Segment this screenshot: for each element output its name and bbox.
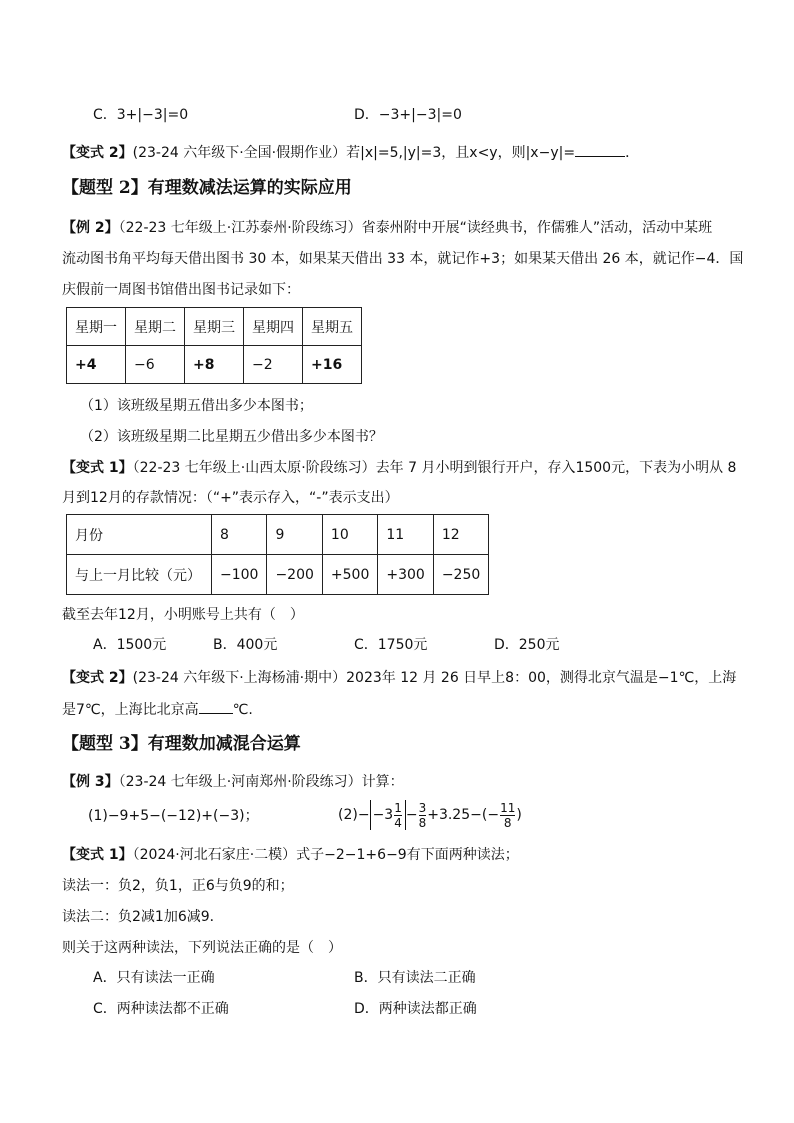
table-cell: +300 bbox=[378, 555, 433, 595]
absolute-value bbox=[370, 800, 406, 830]
table-cell: −2 bbox=[244, 346, 303, 384]
table-cell: +500 bbox=[322, 555, 377, 595]
text: 是7℃，上海比北京高 bbox=[62, 702, 199, 718]
numerator: 3 bbox=[418, 800, 427, 815]
variant2-question: 【变式 2】(23-24 六年级下·全国·假期作业）若|x|=5,|y|=3，且x<y，则|x−y|= ． bbox=[62, 142, 639, 163]
source: （23-24 七年级上·河南郑州·阶段练习） bbox=[118, 774, 362, 790]
example2-line2: 流动图书角平均每天借出图书 30 本，如果某天借出 33 本，就记作+3；如果某天借出 26 本，就记作−4．国 bbox=[62, 251, 744, 267]
table-cell: −100 bbox=[212, 555, 267, 595]
table-cell: +16 bbox=[303, 346, 362, 384]
answer-blank bbox=[199, 699, 233, 714]
text: − bbox=[405, 807, 418, 823]
section-heading-3: 【题型 3】有理数加减混合运算 bbox=[62, 734, 301, 754]
text: −3 bbox=[372, 807, 394, 823]
numerator: 1 bbox=[394, 800, 402, 815]
text: 去年 7 月小明到银行开户，存入1500元，下表为小明从 8 bbox=[375, 460, 737, 476]
variant-tag: 【变式 1】 bbox=[62, 847, 133, 863]
text: (− bbox=[481, 807, 500, 823]
table-header: 星期三 bbox=[185, 308, 244, 346]
variant-tag: 【变式 2】 bbox=[62, 145, 133, 161]
table-cell: −6 bbox=[126, 346, 185, 384]
table-cell: −200 bbox=[267, 555, 322, 595]
text: (2)− bbox=[338, 807, 370, 823]
option-c: C．1750元 bbox=[354, 637, 428, 653]
table-row-label: 与上一月比较（元） bbox=[67, 555, 212, 595]
table-header: 星期一 bbox=[67, 308, 126, 346]
text: ℃. bbox=[232, 702, 253, 718]
answer-blank bbox=[575, 142, 625, 157]
table-header: 星期五 bbox=[303, 308, 362, 346]
reading-2: 读法二：负2减1加6减9． bbox=[62, 909, 224, 925]
variant1-line2: 月到12月的存款情况：（“+”表示存入，“-”表示支出） bbox=[62, 490, 399, 506]
denominator: 8 bbox=[418, 815, 427, 830]
example2-q1: （1）该班级星期五借出多少本图书； bbox=[80, 398, 313, 414]
source: （22-23 七年级上·江苏泰州·阶段练习） bbox=[118, 220, 362, 236]
example2-line1 bbox=[62, 218, 712, 238]
option-d: D．−3+|−3|=0 bbox=[354, 107, 462, 123]
denominator: 4 bbox=[394, 815, 402, 830]
table-cell: 8 bbox=[212, 515, 267, 555]
text: 式子−2−1+6−9有下面两种读法； bbox=[296, 847, 519, 863]
option-a: A．只有读法一正确 bbox=[93, 970, 215, 986]
table-cell: 12 bbox=[433, 515, 488, 555]
library-table bbox=[66, 307, 362, 384]
variant2b-line2 bbox=[62, 699, 253, 720]
table-header: 星期二 bbox=[126, 308, 185, 346]
table-row-label: 月份 bbox=[67, 515, 212, 555]
option-c: C．两种读法都不正确 bbox=[93, 1001, 229, 1017]
text: 2023年 12 月 26 日早上8：00，测得北京气温是−1℃，上海 bbox=[346, 670, 737, 686]
text: 计算： bbox=[361, 774, 404, 790]
variant1-question: 截至去年12月，小明账号上共有（ ） bbox=[62, 607, 304, 623]
table-header: 星期四 bbox=[244, 308, 303, 346]
text: 省泰州附中开展“读经典书，作儒雅人”活动，活动中某班 bbox=[361, 220, 713, 236]
fraction bbox=[500, 801, 515, 830]
option-b: B．只有读法二正确 bbox=[354, 970, 476, 986]
example2-line3: 庆假前一周图书馆借出图书记录如下： bbox=[62, 282, 300, 298]
source: (23-24 六年级下·上海杨浦·期中） bbox=[132, 670, 347, 686]
denominator: 8 bbox=[503, 815, 512, 830]
table-cell: 11 bbox=[378, 515, 433, 555]
variant1-line1 bbox=[62, 458, 736, 478]
option-d: D．250元 bbox=[494, 637, 560, 653]
example3-part1: (1)−9+5−(−12)+(−3)； bbox=[88, 808, 259, 824]
reading-1: 读法一：负2，负1，正6与负9的和； bbox=[62, 878, 294, 894]
numerator: 11 bbox=[500, 800, 516, 815]
option-c: C．3+|−3|=0 bbox=[93, 107, 189, 123]
example2-q2: （2）该班级星期二比星期五少借出多少本图书？ bbox=[80, 429, 383, 445]
text: ) bbox=[516, 807, 522, 823]
variant1c-question: 则关于这两种读法，下列说法正确的是（ ） bbox=[62, 940, 342, 956]
variant-tag: 【变式 2】 bbox=[62, 670, 133, 686]
example-tag: 【例 3】 bbox=[62, 774, 119, 790]
table-cell: 9 bbox=[267, 515, 322, 555]
question-text: 若|x|=5,|y|=3，且x<y，则|x−y|= bbox=[346, 145, 576, 161]
variant2b-line1 bbox=[62, 668, 736, 688]
source: （22-23 七年级上·山西太原·阶段练习） bbox=[132, 460, 376, 476]
source: (23-24 六年级下·全国·假期作业） bbox=[132, 145, 347, 161]
table-cell: +8 bbox=[185, 346, 244, 384]
fraction bbox=[419, 801, 427, 830]
variant-tag: 【变式 1】 bbox=[62, 460, 133, 476]
text: +3.25− bbox=[427, 807, 482, 823]
option-b: B．400元 bbox=[213, 637, 278, 653]
example3-part2 bbox=[338, 800, 522, 830]
table-cell: +4 bbox=[67, 346, 126, 384]
example3-line1 bbox=[62, 772, 404, 792]
savings-table bbox=[66, 514, 489, 595]
table-cell: 10 bbox=[322, 515, 377, 555]
example-tag: 【例 2】 bbox=[62, 220, 119, 236]
option-d: D．两种读法都正确 bbox=[354, 1001, 477, 1017]
fraction bbox=[394, 801, 402, 830]
option-a: A．1500元 bbox=[93, 637, 167, 653]
variant1c-line1 bbox=[62, 845, 519, 865]
source: （2024·河北石家庄·二模） bbox=[132, 847, 297, 863]
section-heading-2: 【题型 2】有理数减法运算的实际应用 bbox=[62, 178, 352, 198]
table-cell: −250 bbox=[433, 555, 488, 595]
